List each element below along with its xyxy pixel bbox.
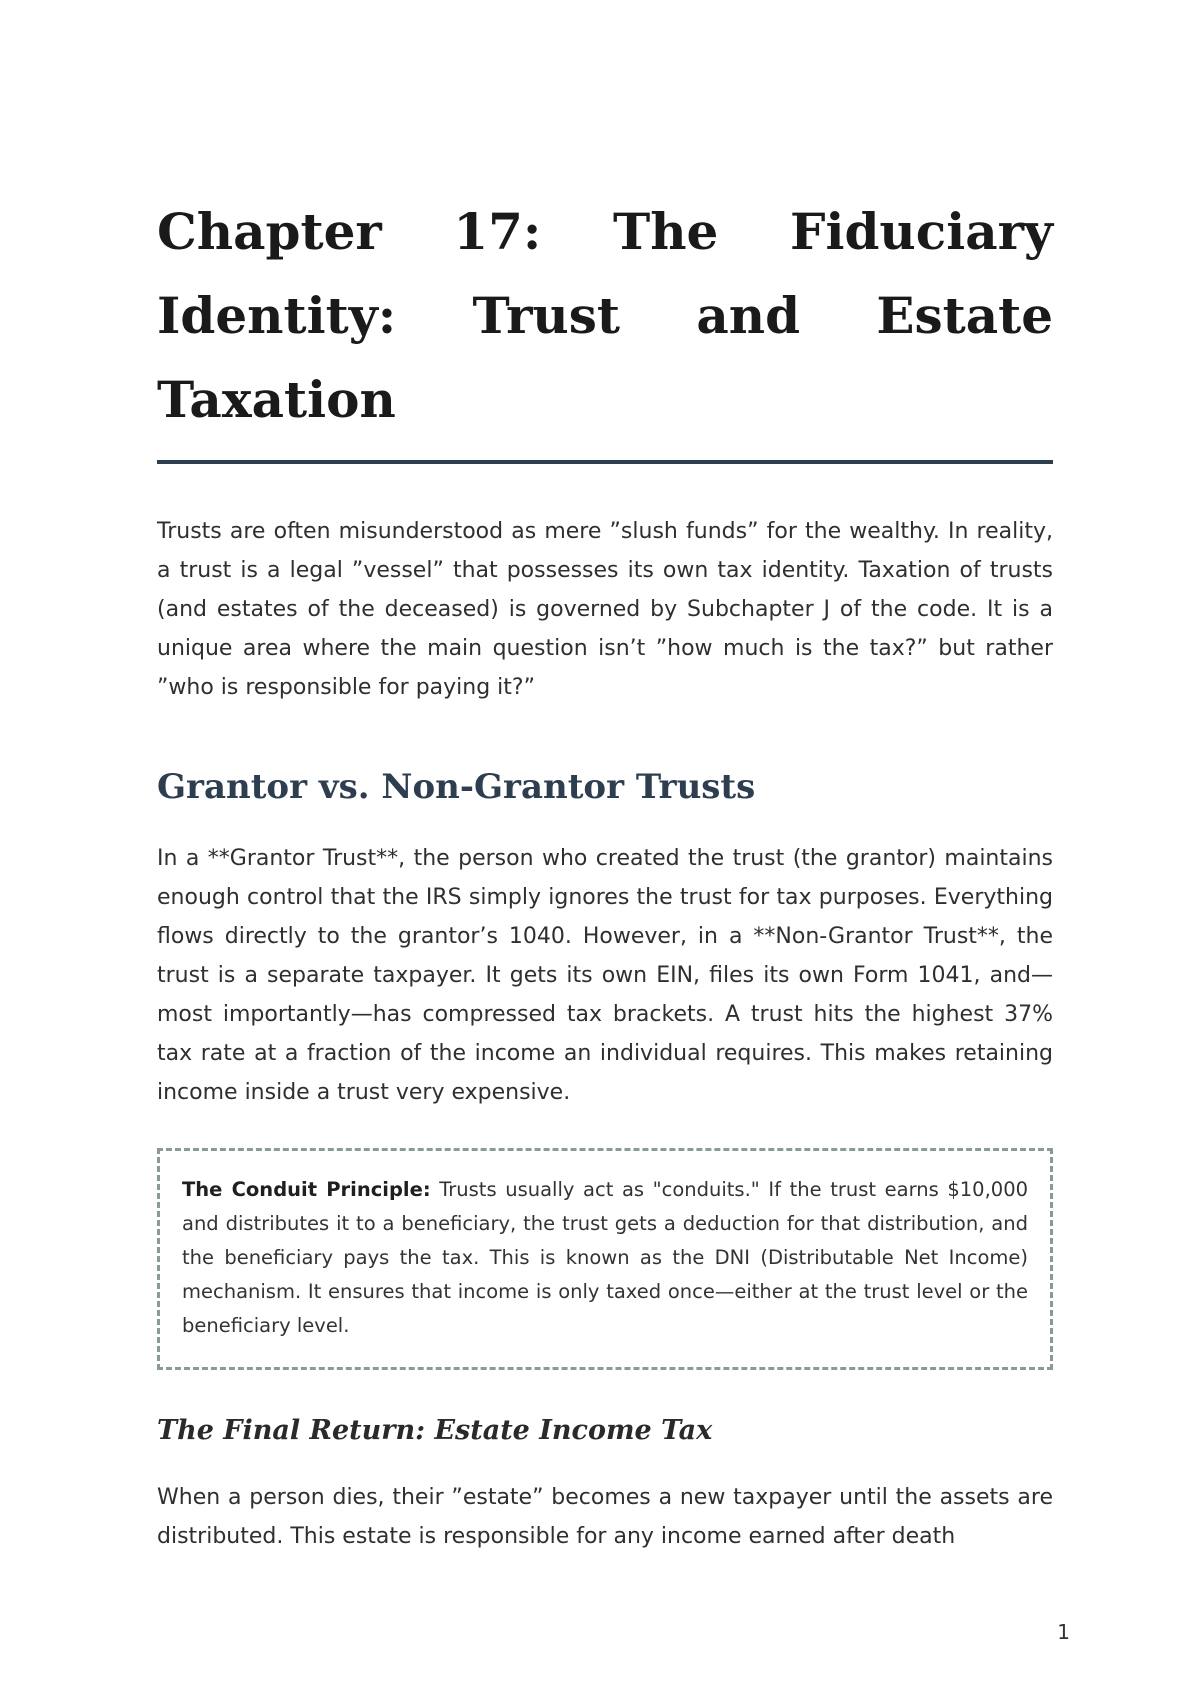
section-heading-grantor: Grantor vs. Non-Grantor Trusts <box>157 767 756 807</box>
conduit-principle-callout <box>157 1148 1053 1370</box>
callout-body <box>182 1173 1028 1343</box>
callout-text: Trusts usually act as "conduits." If the trust earns $10,000 and distributes it to a beneficiary, the trust gets a deduction for that distribution, and the beneficiary pays the tax. This is known as the DNI (Distributable Net Income) mechanism. It ensures that income is only taxed once—either at the trust level or the beneficiary level. <box>182 1178 1029 1337</box>
grantor-paragraph: In a **Grantor Trust**, the person who created the trust (the grantor) maintains enough control that the IRS simply ignores the trust for tax purposes. Everything flows directly to the grantor’s 1040. However, in a **Non-Grantor Trust**, the trust is a separate taxpayer. It gets its own EIN, files its own Form 1041, and—most importantly—has compressed tax brackets. A trust hits the highest 37% tax rate at a fraction of the income an individual requires. This makes retaining income inside a trust very expensive. <box>157 846 1053 1105</box>
document-page <box>157 170 1053 1556</box>
chapter-title: Chapter 17: The Fiduciary Identity: Trust and Estate Taxation <box>157 202 1053 429</box>
subsection-heading-final-return: The Final Return: Estate Income Tax <box>157 1415 713 1446</box>
intro-paragraph: Trusts are often misunderstood as mere ”slush funds” for the wealthy. In reality, a trust is a legal ”vessel” that possesses its own tax identity. Taxation of trusts (and estates of the deceased) is governed by Subchapter J of the code. It is a unique area where the main question isn’t ”how much is the tax?” but rather ”who is responsible for paying it?” <box>157 519 1053 700</box>
page-number: 1 <box>1057 1620 1070 1644</box>
title-divider <box>157 460 1053 464</box>
callout-label: The Conduit Principle: <box>182 1178 431 1201</box>
final-return-paragraph: When a person dies, their ”estate” becomes a new taxpayer until the assets are distributed. This estate is responsible for any income earned after death <box>157 1485 1053 1549</box>
